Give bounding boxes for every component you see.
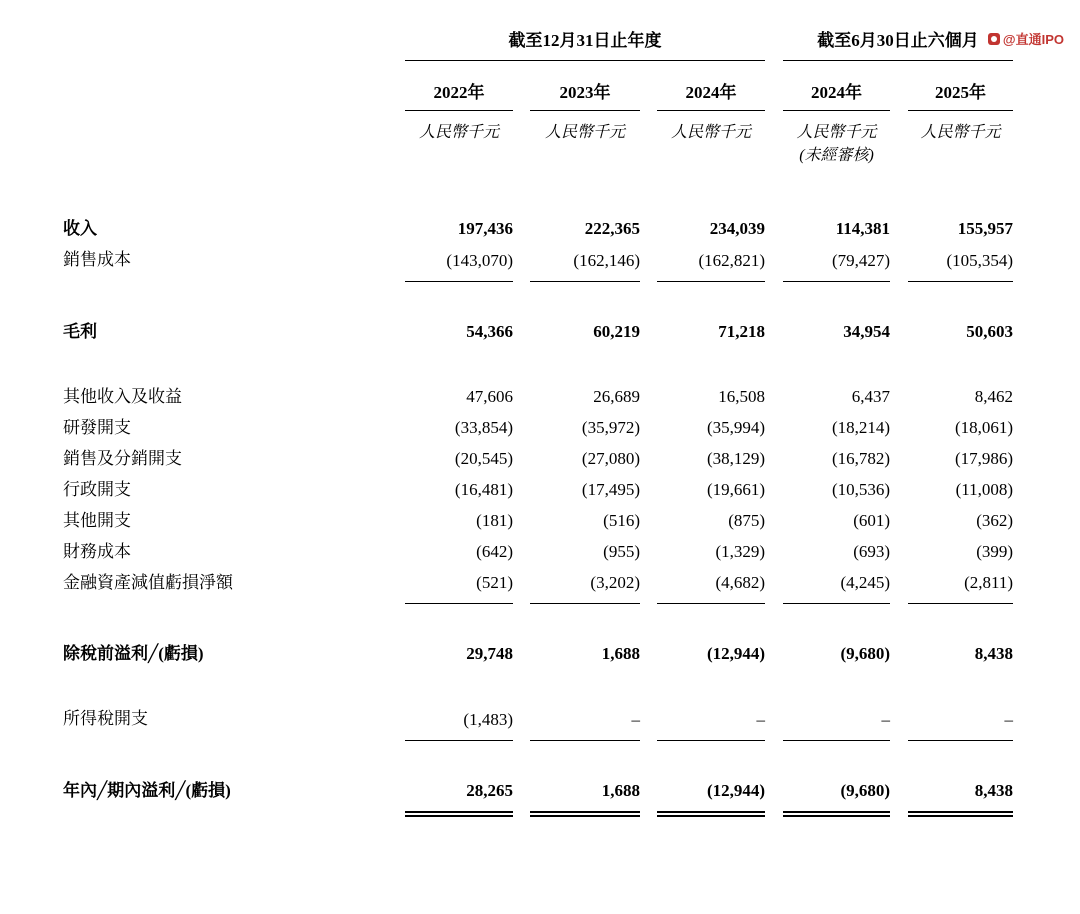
row-label: 行政開支 [63, 479, 131, 499]
value: – [657, 704, 765, 741]
value-cell [405, 443, 513, 474]
value: (10,536) [831, 479, 891, 499]
value-cell [530, 443, 640, 474]
value-cell [783, 775, 890, 814]
value: (1,483) [405, 704, 513, 741]
column-gap [890, 412, 908, 443]
value: (105,354) [908, 245, 1013, 282]
value-cell [908, 505, 1013, 536]
column-unit-cell [908, 111, 1013, 168]
value: 6,437 [851, 386, 891, 406]
column-gap [890, 213, 908, 244]
page [0, 20, 1080, 914]
column-gap [513, 638, 530, 669]
row-label: 收入 [63, 219, 97, 238]
section-spacer [63, 604, 1013, 638]
spacer-cell [63, 167, 1013, 213]
value: (3,202) [530, 567, 640, 604]
column-group-label: 截至6月30日止六個月 [783, 20, 1013, 61]
column-gap [890, 61, 908, 111]
value: (362) [976, 510, 1014, 530]
column-gap [640, 638, 657, 669]
table-row [63, 213, 1013, 244]
value-cell [908, 443, 1013, 474]
column-gap [765, 111, 783, 168]
column-year-label: 2022年 [405, 61, 513, 111]
value: 114,381 [835, 219, 891, 238]
value: (162,821) [657, 245, 765, 282]
value-cell [530, 775, 640, 814]
value-cell [657, 775, 765, 814]
value-cell [908, 316, 1013, 347]
column-gap [513, 111, 530, 168]
value: (2,811) [908, 567, 1013, 604]
value: (955) [603, 541, 640, 561]
column-unit-label: 人民幣千元 [796, 124, 877, 141]
column-year-label: 2024年 [783, 61, 890, 111]
value-cell [530, 505, 640, 536]
header-group-row [63, 20, 1013, 61]
watermark-text: @直通IPO [1002, 32, 1064, 47]
value-cell [657, 638, 765, 669]
table-row [63, 536, 1013, 567]
column-gap [513, 213, 530, 244]
value-cell [908, 638, 1013, 669]
value-cell [908, 412, 1013, 443]
value-cell [405, 536, 513, 567]
value: (33,854) [454, 417, 513, 437]
value-cell [405, 412, 513, 443]
value-cell [657, 703, 765, 741]
value-cell [783, 213, 890, 244]
value-cell [530, 381, 640, 412]
section-spacer [63, 669, 1013, 703]
value-cell [783, 443, 890, 474]
value-cell [530, 213, 640, 244]
value: (18,214) [831, 417, 891, 437]
table-row [63, 381, 1013, 412]
spacer-cell [63, 741, 1013, 775]
value-cell [783, 536, 890, 567]
value-cell [783, 412, 890, 443]
value-cell [783, 638, 890, 669]
table-row [63, 244, 1013, 282]
value-cell [405, 316, 513, 347]
column-gap [513, 61, 530, 111]
column-unit-cell [657, 111, 765, 168]
value-cell [405, 244, 513, 282]
value: (38,129) [706, 448, 766, 468]
column-gap [890, 703, 908, 741]
value: 16,508 [718, 386, 766, 406]
column-gap [513, 775, 530, 814]
value: 222,365 [584, 219, 640, 238]
column-gap [640, 213, 657, 244]
value-cell [405, 505, 513, 536]
table-head [63, 20, 1013, 167]
value: (79,427) [783, 245, 890, 282]
column-unit-label: 人民幣千元 [920, 124, 1001, 141]
value-cell [405, 638, 513, 669]
value: 54,366 [466, 321, 513, 341]
table-body [63, 167, 1013, 813]
value: (693) [853, 541, 891, 561]
value-cell [657, 474, 765, 505]
table-row [63, 474, 1013, 505]
value: (16,481) [454, 479, 513, 499]
value: 50,603 [966, 321, 1014, 341]
column-unit-label: 人民幣千元 [671, 124, 752, 141]
watermark-logo-icon [988, 33, 1000, 45]
column-gap [513, 316, 530, 347]
column-gap [513, 567, 530, 605]
column-gap [765, 703, 783, 741]
column-gap [640, 316, 657, 347]
column-gap [640, 536, 657, 567]
value: (18,061) [954, 417, 1014, 437]
column-gap [765, 316, 783, 347]
value-cell [908, 567, 1013, 605]
column-gap [890, 505, 908, 536]
value-cell [405, 381, 513, 412]
column-gap [640, 775, 657, 814]
value-cell [783, 316, 890, 347]
value-cell [657, 536, 765, 567]
column-gap [765, 381, 783, 412]
column-gap [513, 381, 530, 412]
value: 1,688 [601, 644, 640, 663]
value-cell [657, 443, 765, 474]
value-cell [405, 213, 513, 244]
value-cell [908, 775, 1013, 814]
section-spacer [63, 282, 1013, 316]
value-cell [657, 381, 765, 412]
value-cell [908, 703, 1013, 741]
value: (35,994) [706, 417, 766, 437]
column-gap [640, 443, 657, 474]
column-gap [765, 61, 783, 111]
head-spacer [63, 167, 1013, 213]
column-gap [765, 20, 783, 61]
financial-table [63, 20, 1013, 813]
value: 28,265 [405, 775, 513, 813]
header-unit-row [63, 111, 1013, 168]
row-label: 所得稅開支 [63, 709, 148, 728]
value: (399) [976, 541, 1014, 561]
value-cell [405, 775, 513, 814]
column-unit-cell [405, 111, 513, 168]
column-gap [890, 316, 908, 347]
column-gap [890, 111, 908, 168]
value: 34,954 [843, 321, 891, 341]
value: 60,219 [593, 321, 640, 341]
table-row [63, 638, 1013, 669]
section-spacer [63, 741, 1013, 775]
column-gap [890, 536, 908, 567]
value: (642) [476, 541, 513, 561]
value: – [908, 704, 1013, 741]
spacer-cell [63, 282, 1013, 316]
value: (16,782) [831, 448, 891, 468]
column-gap [640, 111, 657, 168]
value-cell [783, 505, 890, 536]
value-cell [908, 213, 1013, 244]
value: 47,606 [466, 386, 513, 406]
column-gap [513, 536, 530, 567]
column-gap [890, 775, 908, 814]
value-cell [783, 567, 890, 605]
value: (35,972) [581, 417, 640, 437]
spacer-cell [63, 347, 1013, 381]
value-cell [657, 213, 765, 244]
column-gap [640, 61, 657, 111]
value: 234,039 [709, 219, 766, 238]
value: (9,680) [783, 775, 890, 813]
column-gap [890, 567, 908, 605]
value: 8,438 [908, 775, 1013, 813]
value-cell [530, 316, 640, 347]
value: (516) [603, 510, 640, 530]
column-gap [640, 474, 657, 505]
column-gap [640, 505, 657, 536]
column-gap [890, 443, 908, 474]
table-row [63, 505, 1013, 536]
value: 8,438 [974, 644, 1014, 663]
row-label: 銷售及分銷開支 [63, 448, 182, 468]
value: 1,688 [530, 775, 640, 813]
column-year-label: 2025年 [908, 61, 1013, 111]
row-label: 年內╱期內溢利╱(虧損) [63, 780, 231, 800]
value: (11,008) [955, 479, 1014, 499]
value-cell [530, 703, 640, 741]
value-cell [405, 703, 513, 741]
value-cell [530, 244, 640, 282]
value-cell [783, 381, 890, 412]
value: (162,146) [530, 245, 640, 282]
value-cell [783, 244, 890, 282]
column-gap [513, 244, 530, 282]
column-note-label: (未經審核) [799, 147, 874, 164]
value-cell [783, 474, 890, 505]
column-unit-cell [530, 111, 640, 168]
column-gap [890, 244, 908, 282]
value-cell [405, 567, 513, 605]
column-gap [640, 703, 657, 741]
column-gap [765, 775, 783, 814]
column-gap [513, 505, 530, 536]
corner-cell [63, 61, 405, 111]
column-group-label: 截至12月31日止年度 [405, 20, 765, 61]
watermark [988, 29, 1064, 48]
column-gap [765, 474, 783, 505]
value: (17,495) [581, 479, 640, 499]
value-cell [657, 316, 765, 347]
value-cell [657, 412, 765, 443]
value-cell [908, 536, 1013, 567]
value: (19,661) [706, 479, 766, 499]
column-gap [765, 412, 783, 443]
column-gap [640, 412, 657, 443]
row-label: 銷售成本 [63, 250, 131, 269]
value-cell [530, 567, 640, 605]
corner-cell [63, 20, 405, 61]
column-year-label: 2024年 [657, 61, 765, 111]
value: (12,944) [706, 644, 766, 663]
column-gap [765, 505, 783, 536]
value: 8,462 [974, 386, 1014, 406]
value-cell [783, 703, 890, 741]
value: 71,218 [718, 321, 766, 341]
table-row [63, 443, 1013, 474]
value: (181) [476, 510, 513, 530]
column-gap [765, 638, 783, 669]
value: (27,080) [581, 448, 640, 468]
table-row [63, 775, 1013, 814]
column-gap [890, 381, 908, 412]
table-row [63, 703, 1013, 741]
value-cell [530, 638, 640, 669]
column-unit-label: 人民幣千元 [418, 124, 499, 141]
value-cell [530, 412, 640, 443]
value: (1,329) [715, 541, 766, 561]
value: (12,944) [657, 775, 765, 813]
row-label: 除稅前溢利╱(虧損) [63, 644, 204, 663]
value: (143,070) [405, 245, 513, 282]
column-gap [640, 381, 657, 412]
column-gap [765, 536, 783, 567]
value: 26,689 [593, 386, 640, 406]
value-cell [657, 244, 765, 282]
column-gap [765, 443, 783, 474]
value: (4,245) [783, 567, 890, 604]
row-label: 其他開支 [63, 510, 131, 530]
value: (521) [405, 567, 513, 604]
row-label: 毛利 [63, 321, 97, 341]
column-unit-cell [783, 111, 890, 168]
column-gap [765, 244, 783, 282]
value: (875) [728, 510, 766, 530]
value: 197,436 [457, 219, 513, 238]
column-gap [890, 474, 908, 505]
value: (17,986) [954, 448, 1014, 468]
value: (20,545) [454, 448, 513, 468]
value-cell [908, 244, 1013, 282]
spacer-cell [63, 669, 1013, 703]
column-unit-label: 人民幣千元 [544, 124, 625, 141]
section-spacer [63, 347, 1013, 381]
value-cell [530, 474, 640, 505]
value: 155,957 [957, 219, 1014, 238]
column-gap [513, 474, 530, 505]
column-gap [513, 703, 530, 741]
value: 29,748 [466, 644, 513, 663]
value: (4,682) [657, 567, 765, 604]
value-cell [657, 567, 765, 605]
table-row [63, 567, 1013, 605]
value: – [530, 704, 640, 741]
row-label: 其他收入及收益 [63, 386, 182, 406]
row-label: 金融資產減值虧損淨額 [63, 572, 233, 592]
corner-cell [63, 111, 405, 168]
column-gap [640, 244, 657, 282]
column-year-label: 2023年 [530, 61, 640, 111]
table-row [63, 412, 1013, 443]
value: (601) [853, 510, 891, 530]
value-cell [530, 536, 640, 567]
column-gap [765, 567, 783, 605]
column-gap [765, 213, 783, 244]
value-cell [908, 381, 1013, 412]
value-cell [908, 474, 1013, 505]
table-row [63, 316, 1013, 347]
row-label: 研發開支 [63, 417, 131, 437]
value-cell [405, 474, 513, 505]
column-gap [513, 443, 530, 474]
column-gap [513, 412, 530, 443]
spacer-cell [63, 604, 1013, 638]
header-year-row [63, 61, 1013, 111]
column-gap [640, 567, 657, 605]
value: (9,680) [840, 644, 891, 663]
row-label: 財務成本 [63, 541, 131, 561]
value: – [783, 704, 890, 741]
value-cell [657, 505, 765, 536]
column-gap [890, 638, 908, 669]
